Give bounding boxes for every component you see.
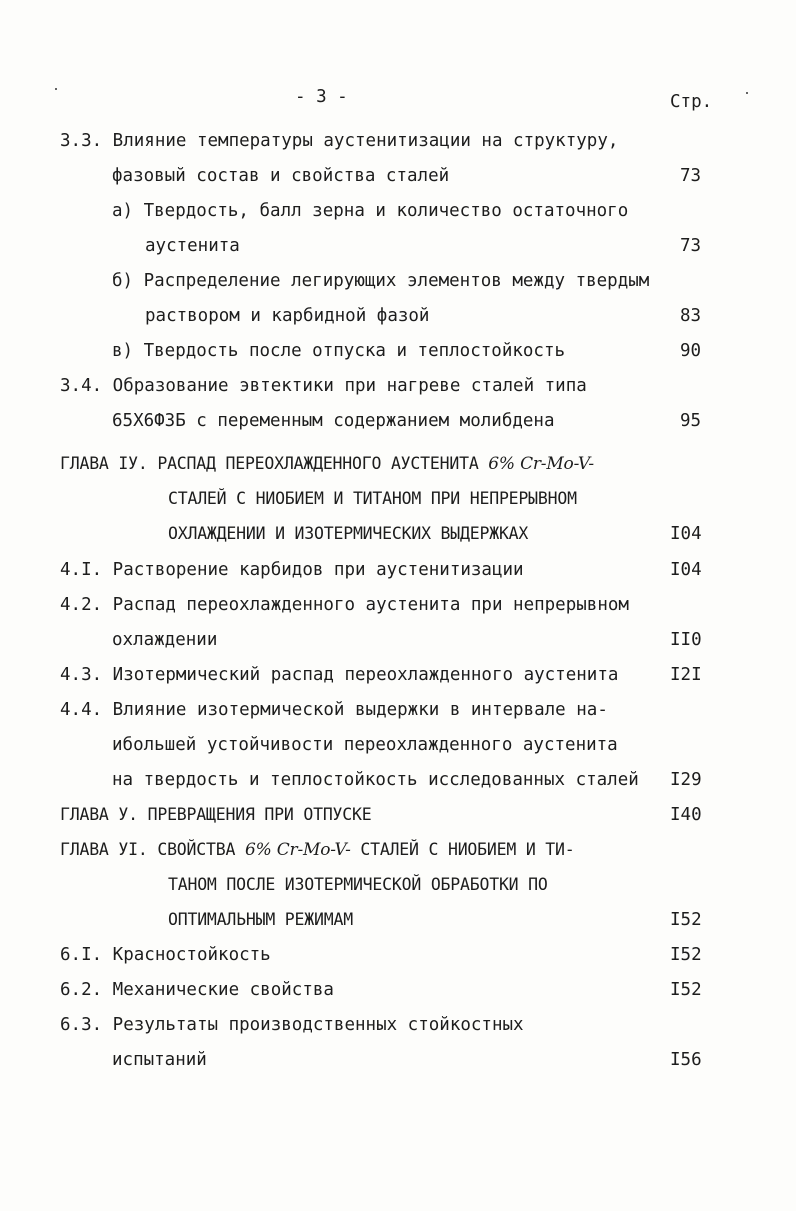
toc-entry: 4.2. Распад переохлажденного аустенита при непрерывном — [60, 595, 629, 615]
toc-page-number: I04 — [670, 560, 702, 580]
toc-page-number: 90 — [680, 341, 702, 361]
page-column-header: Стр. — [670, 92, 713, 112]
toc-entry: аустенита — [145, 236, 240, 256]
toc-page-number: 95 — [680, 411, 702, 431]
toc-page-number: II0 — [670, 630, 702, 650]
chapter-heading-continuation: ОХЛАЖДЕНИИ И ИЗОТЕРМИЧЕСКИХ ВЫДЕРЖКАХ — [168, 524, 529, 543]
toc-page-number: I52 — [670, 980, 702, 1000]
chapter-heading-text: ГЛАВА IУ. РАСПАД ПЕРЕОХЛАЖДЕННОГО АУСТЕНИТА — [60, 454, 479, 473]
page-number: - 3 - — [295, 87, 348, 107]
chapter-heading-continuation: СТАЛЕЙ С НИОБИЕМ И ТИТАНОМ ПРИ НЕПРЕРЫВНОМ — [168, 489, 577, 508]
chapter-heading-continuation: ТАНОМ ПОСЛЕ ИЗОТЕРМИЧЕСКОЙ ОБРАБОТКИ ПО — [168, 875, 548, 894]
toc-entry: а) Твердость, балл зерна и количество остаточного — [112, 201, 629, 221]
toc-entry: 3.4. Образование эвтектики при нагреве сталей типа — [60, 376, 587, 396]
chapter-heading-text: ГЛАВА УI. СВОЙСТВА — [60, 840, 236, 859]
toc-entry: на твердость и теплостойкость исследованных сталей — [112, 770, 639, 790]
toc-page-number: I04 — [670, 524, 702, 544]
chapter-heading: ГЛАВА У. ПРЕВРАЩЕНИЯ ПРИ ОТПУСКЕ — [60, 805, 372, 824]
toc-entry: 4.I. Растворение карбидов при аустенитизации — [60, 560, 524, 580]
toc-entry: 6.3. Результаты производственных стойкостных — [60, 1015, 524, 1035]
toc-entry: 6.I. Красностойкость — [60, 945, 271, 965]
toc-page-number: I2I — [670, 665, 702, 685]
toc-entry: фазовый состав и свойства сталей — [112, 166, 450, 186]
toc-entry: в) Твердость после отпуска и теплостойкость — [112, 341, 566, 361]
handwritten-insert: 6% Cr-Mo-V- — [244, 840, 351, 860]
toc-entry: 65Х6Ф3Б с переменным содержанием молибдена — [112, 411, 555, 431]
chapter-heading — [60, 454, 594, 474]
toc-entry: 6.2. Механические свойства — [60, 980, 334, 1000]
toc-entry: 4.3. Изотермический распад переохлажденного аустенита — [60, 665, 619, 685]
toc-entry: 4.4. Влияние изотермической выдержки в интервале на- — [60, 700, 608, 720]
scan-speck — [746, 92, 748, 94]
toc-entry: испытаний — [112, 1050, 207, 1070]
toc-page-number: 73 — [680, 236, 702, 256]
toc-entry: б) Распределение легирующих элементов между твердым — [112, 271, 650, 291]
chapter-heading-text-tail: СТАЛЕЙ С НИОБИЕМ И ТИ- — [360, 840, 575, 859]
handwritten-insert: 6% Cr-Mo-V- — [488, 454, 594, 474]
toc-page-number: I52 — [670, 910, 702, 930]
toc-page-number: I52 — [670, 945, 702, 965]
toc-entry: 3.3. Влияние температуры аустенитизации на структуру, — [60, 131, 619, 151]
chapter-heading-continuation: ОПТИМАЛЬНЫМ РЕЖИМАМ — [168, 910, 353, 929]
toc-entry: ибольшей устойчивости переохлажденного аустенита — [112, 735, 618, 755]
toc-page-number: 83 — [680, 306, 702, 326]
scan-speck — [55, 88, 57, 90]
toc-page-number: I56 — [670, 1050, 702, 1070]
toc-entry: охлаждении — [112, 630, 218, 650]
toc-page-number: 73 — [680, 166, 702, 186]
toc-entry: раствором и карбидной фазой — [145, 306, 430, 326]
toc-page-number: I40 — [670, 805, 702, 825]
toc-page-number: I29 — [670, 770, 702, 790]
chapter-heading — [60, 840, 575, 860]
